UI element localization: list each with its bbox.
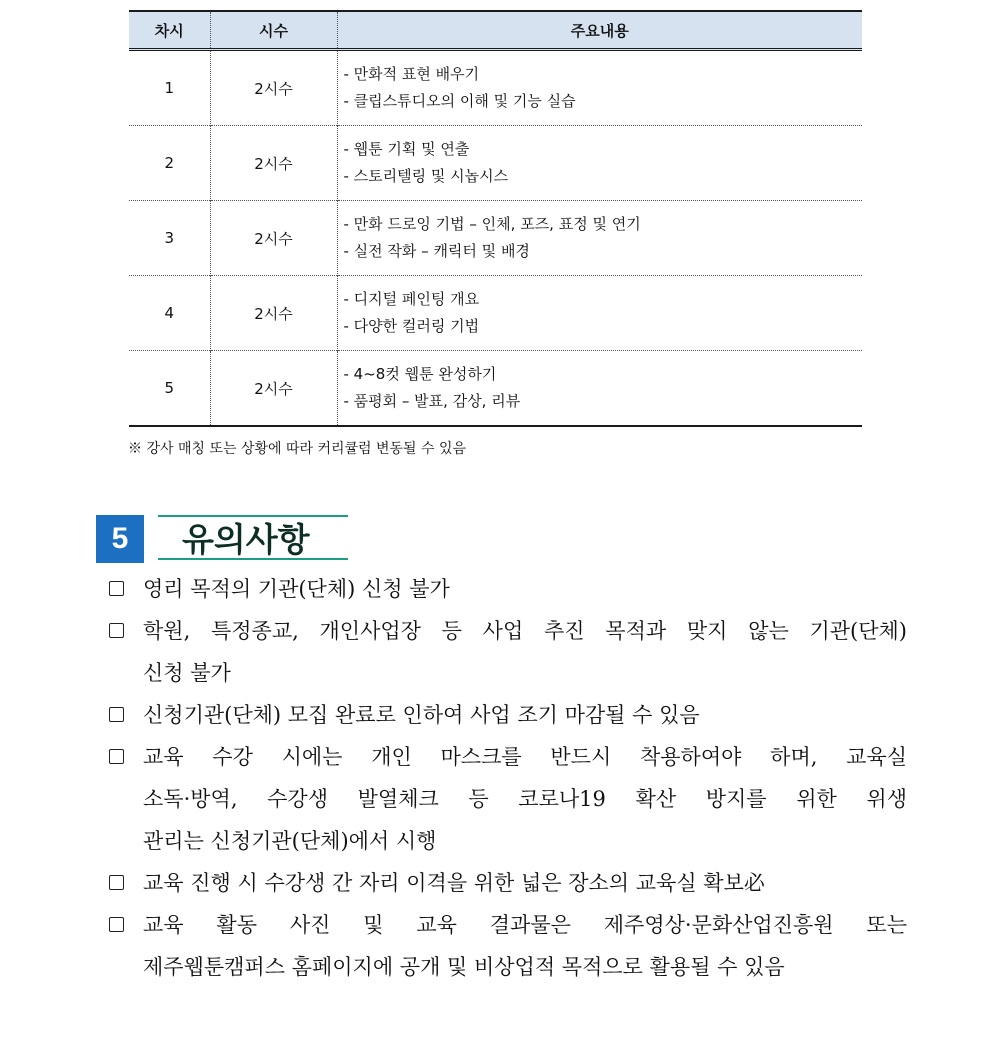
checkbox-icon [109, 581, 124, 596]
notice-line: 관리는 신청기관(단체)에서 시행 [143, 829, 437, 853]
content-line: - 실전 작화 – 캐릭터 및 배경 [343, 242, 530, 260]
notice-line: 교육 진행 시 수강생 간 자리 이격을 위한 넓은 장소의 교육실 확보必 [143, 871, 765, 895]
contents-cell [337, 126, 862, 201]
hours-cell: 2시수 [210, 351, 337, 427]
hours-cell: 2시수 [210, 276, 337, 351]
notice-line: 학원, 특정종교, 개인사업장 등 사업 추진 목적과 맞지 않는 기관(단체) [143, 619, 907, 643]
section-number: 5 [96, 515, 144, 563]
list-item [107, 904, 907, 988]
content-line: - 클립스튜디오의 이해 및 기능 실습 [343, 92, 576, 110]
list-item [107, 568, 907, 610]
content-line: - 만화적 표현 배우기 [343, 65, 480, 83]
notice-list [107, 568, 907, 988]
contents-cell [337, 201, 862, 276]
table-row [129, 351, 862, 427]
hours-cell: 2시수 [210, 126, 337, 201]
list-item [107, 610, 907, 694]
session-cell: 4 [129, 276, 210, 351]
checkbox-icon [109, 623, 124, 638]
content-line: - 디지털 페인팅 개요 [343, 290, 480, 308]
table-row [129, 50, 862, 126]
notice-line: 신청기관(단체) 모집 완료로 인하여 사업 조기 마감될 수 있음 [143, 703, 700, 727]
checkbox-icon [109, 749, 124, 764]
contents-cell [337, 50, 862, 126]
content-line: - 만화 드로잉 기법 – 인체, 포즈, 표정 및 연기 [343, 215, 641, 233]
table-row [129, 201, 862, 276]
hours-cell: 2시수 [210, 50, 337, 126]
notice-line: 영리 목적의 기관(단체) 신청 불가 [143, 577, 450, 601]
content-line: - 다양한 컬러링 기법 [343, 317, 480, 335]
content-line: - 웹툰 기획 및 연출 [343, 140, 470, 158]
session-cell: 2 [129, 126, 210, 201]
header-hours: 시수 [210, 11, 337, 50]
session-cell: 3 [129, 201, 210, 276]
header-session: 차시 [129, 11, 210, 50]
contents-cell [337, 276, 862, 351]
list-item [107, 862, 907, 904]
notice-line: 소독·방역, 수강생 발열체크 등 코로나19 확산 방지를 위한 위생 [143, 787, 907, 811]
contents-cell [337, 351, 862, 427]
checkbox-icon [109, 875, 124, 890]
table-row [129, 276, 862, 351]
notice-line: 교육 수강 시에는 개인 마스크를 반드시 착용하여야 하며, 교육실 [143, 745, 907, 769]
content-line: - 스토리텔링 및 시놉시스 [343, 167, 509, 185]
notice-line: 신청 불가 [143, 661, 231, 685]
checkbox-icon [109, 917, 124, 932]
header-contents: 주요내용 [337, 11, 862, 50]
section-title: 유의사항 [158, 515, 348, 560]
notice-line: 교육 활동 사진 및 교육 결과물은 제주영상·문화산업진흥원 또는 [143, 913, 907, 937]
session-cell: 5 [129, 351, 210, 427]
table-header-row [129, 11, 862, 50]
checkbox-icon [109, 707, 124, 722]
curriculum-table [129, 10, 862, 427]
notice-line: 제주웹툰캠퍼스 홈페이지에 공개 및 비상업적 목적으로 활용될 수 있음 [143, 955, 785, 979]
table-row [129, 126, 862, 201]
curriculum-note: ※ 강사 매칭 또는 상황에 따라 커리큘럼 변동될 수 있음 [128, 441, 467, 457]
hours-cell: 2시수 [210, 201, 337, 276]
session-cell: 1 [164, 79, 175, 97]
content-line: - 품평회 – 발표, 감상, 리뷰 [343, 392, 521, 410]
list-item [107, 736, 907, 862]
list-item [107, 694, 907, 736]
content-line: - 4~8컷 웹툰 완성하기 [343, 365, 497, 383]
